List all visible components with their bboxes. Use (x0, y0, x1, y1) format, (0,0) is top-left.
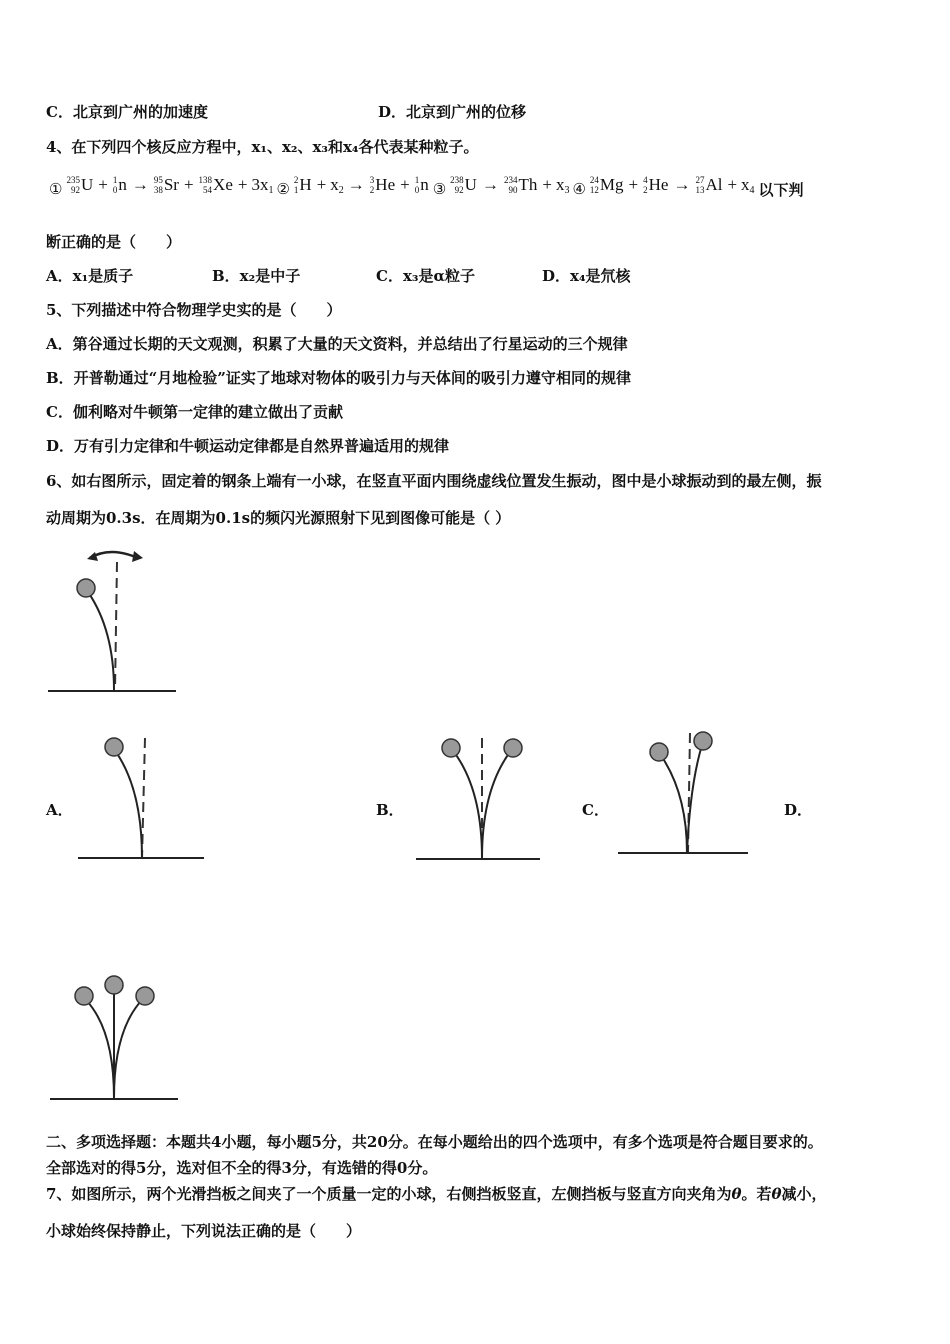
section2-header-line2: 全部选对的得5分，选对但不全的得3分，有选错的得0分。 (46, 1159, 438, 1177)
q7-stem-part3: 减小， (781, 1185, 827, 1203)
q6-option-a-label: A． (46, 801, 73, 819)
theta-symbol: θ (731, 1185, 742, 1203)
q7-stem-line1 (46, 1184, 827, 1204)
q7-stem-part2: 。若 (741, 1185, 772, 1203)
nuclide-sr95: 95 38 Sr (153, 175, 179, 195)
q4-stem-continued: 断正确的是（ ） (46, 233, 182, 251)
eq3-label: ③ (432, 181, 447, 198)
q3-option-d: D．北京到广州的位移 (378, 103, 527, 121)
nuclide-neutron: 1 0 n (112, 175, 127, 195)
nuclide-u238: 238 92 U (450, 175, 477, 195)
q3-option-c: C．北京到广州的加速度 (46, 103, 208, 121)
nuclide-th234: 234 90 Th (503, 175, 538, 195)
steel-strip-left (86, 1000, 114, 1098)
nuclide-he3: 3 2 He (369, 175, 396, 195)
ball-right (694, 732, 712, 750)
ball-left (442, 739, 460, 757)
q5-option-a: A．第谷通过长期的天文观测，积累了大量的天文资料，并总结出了行星运动的三个规律 (46, 335, 628, 353)
q4-option-a: A．x₁是质子 (46, 267, 134, 285)
nuclide-u235: 235 92 U (66, 175, 94, 195)
steel-strip (88, 592, 114, 690)
q6-option-c-label: C． (582, 801, 609, 819)
particle-x4: $x_4$ (741, 174, 755, 196)
q6-option-a-figure (72, 730, 212, 865)
particle-x3: $x_3$ (555, 174, 570, 196)
eq2-label: ② (276, 181, 290, 198)
ball-middle (105, 976, 123, 994)
q6-option-c-figure (612, 725, 752, 860)
theta-symbol-2: θ (771, 1185, 782, 1203)
arrow-head-left-icon (87, 552, 98, 561)
eq1-label: ① (49, 181, 63, 198)
eq4-label: ④ (572, 181, 586, 198)
q7-stem-part1: 7、如图所示，两个光滑挡板之间夹了一个质量一定的小球，右侧挡板竖直，左侧挡板与竖直方向夹角为 (46, 1185, 732, 1203)
oscillation-arrow-icon (90, 552, 138, 558)
ball (105, 738, 123, 756)
q6-option-b-label: B． (376, 801, 404, 819)
nuclide-al27: 27 13 Al (695, 175, 723, 195)
q6-option-b-figure (410, 730, 550, 865)
q5-option-d: D．万有引力定律和牛顿运动定律都是自然界普遍适用的规律 (46, 437, 450, 455)
q6-stem-line1: 6、如右图所示，固定着的钢条上端有一小球，在竖直平面内围绕虚线位置发生振动，图中是小球振动到的最左侧，振 (46, 472, 822, 490)
q5-option-b: B．开普勒通过“月地检验”证实了地球对物体的吸引力与天体间的吸引力遵守相同的规律 (46, 369, 631, 387)
particle-x2: $x_2$ (330, 174, 344, 196)
ball-right (504, 739, 522, 757)
steel-strip (116, 752, 142, 858)
q6-option-d-label: D． (784, 801, 813, 819)
nuclide-neutron-2: 1 0 n (414, 175, 429, 195)
ball-right (136, 987, 154, 1005)
nuclide-h2: 2 1 H (293, 175, 312, 195)
section2-header-line1: 二、多项选择题：本题共4小题，每小题5分，共20分。在每小题给出的四个选项中，有多个选项是符合题目要求的。 (46, 1133, 823, 1151)
arrow-head-right-icon (132, 551, 143, 562)
steel-strip-left (454, 752, 482, 858)
q6-main-figure (40, 540, 190, 700)
steel-strip-right (482, 752, 510, 858)
q5-stem: 5、下列描述中符合物理学史实的是（ ） (46, 301, 342, 319)
q4-option-b: B．x₂是中子 (212, 267, 301, 285)
q6-option-d-figure (44, 970, 184, 1105)
q4-equations: ① 235 92 U + 1 0 n → 95 38 Sr + 138 54 Xe + $3x_1$ ② 2 1 H + $x_2$ → 3 2 He + 1 0 n ③ 238 92 U → 234 90 Th + $x_3$ ④ 24 12 Mg + 4 2 He → 27 13 Al + $x_4$ 以下判 (49, 174, 804, 199)
particle-3x1: $3x_1$ (251, 174, 274, 196)
q4-option-c: C．x₃是α粒子 (376, 267, 475, 285)
equilibrium-dashed-line (115, 562, 117, 690)
ball (77, 579, 95, 597)
ball-left (75, 987, 93, 1005)
q4-stem-tail: 以下判 (758, 180, 804, 199)
steel-strip-left (662, 757, 687, 853)
q4-stem: 4、在下列四个核反应方程中，x₁、x₂、x₃和x₄各代表某种粒子。 (46, 138, 479, 156)
steel-strip-right (114, 1000, 142, 1098)
nuclide-xe138: 138 54 Xe (198, 175, 233, 195)
q7-stem-line2: 小球始终保持静止，下列说法正确的是（ ） (46, 1222, 362, 1240)
q5-option-c: C．伽利略对牛顿第一定律的建立做出了贡献 (46, 403, 343, 421)
q4-option-d: D．x₄是氘核 (542, 267, 631, 285)
ball-left (650, 743, 668, 761)
nuclide-mg24: 24 12 Mg (589, 175, 624, 195)
nuclide-he4: 4 2 He (643, 175, 669, 195)
q6-stem-line2: 动周期为0.3s．在周期为0.1s的频闪光源照射下见到图像可能是（ ） (46, 509, 511, 527)
